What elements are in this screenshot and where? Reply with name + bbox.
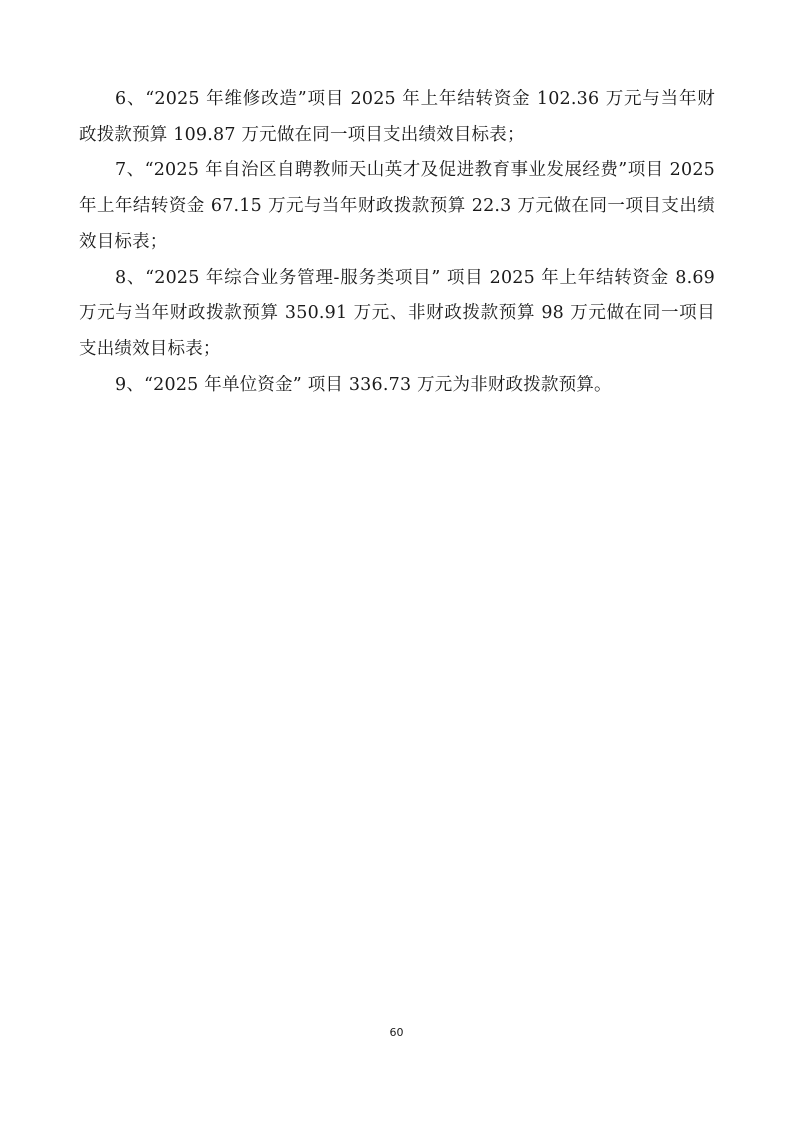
document-body xyxy=(79,82,715,403)
paragraph-item-6: 6、“2025 年维修改造”项目 2025 年上年结转资金 102.36 万元与当年财政拨款预算 109.87 万元做在同一项目支出绩效目标表； xyxy=(79,89,715,145)
paragraph-item-8: 8、“2025 年综合业务管理-服务类项目” 项目 2025 年上年结转资金 8.69 万元与当年财政拨款预算 350.91 万元、非财政拨款预算 98 万元做在同一项目支出绩效目标表； xyxy=(79,267,715,359)
paragraph-item-9: 9、“2025 年单位资金” 项目 336.73 万元为非财政拨款预算。 xyxy=(115,374,612,395)
paragraph-item-7: 7、“2025 年自治区自聘教师天山英才及促进教育事业发展经费”项目 2025 年上年结转资金 67.15 万元与当年财政拨款预算 22.3 万元做在同一项目支出绩效目标表； xyxy=(79,160,715,252)
page-number: 60 xyxy=(389,1026,404,1039)
